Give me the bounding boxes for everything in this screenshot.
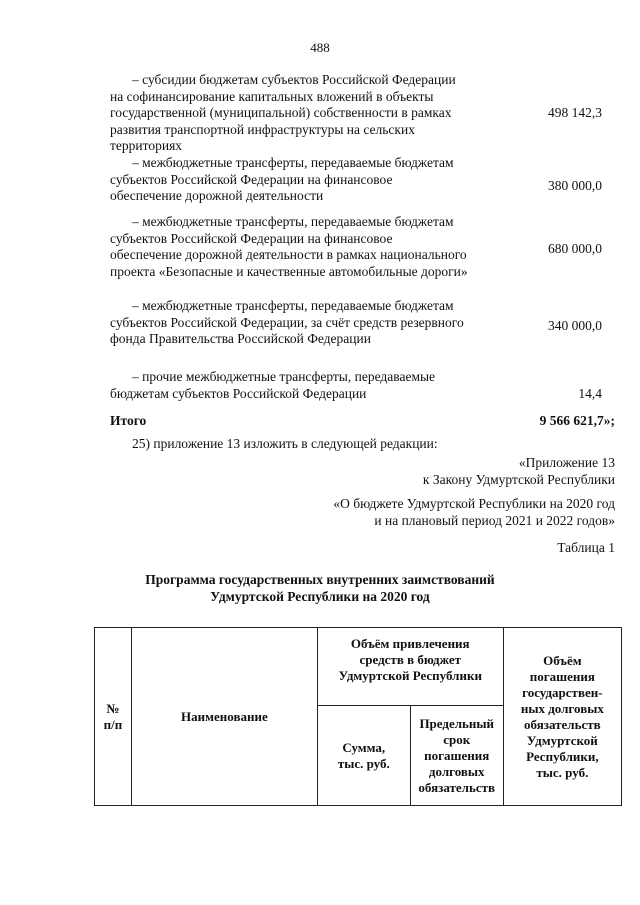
item-amount: 380 000,0 — [548, 178, 602, 193]
list-item — [110, 214, 510, 280]
item-line: – межбюджетные трансферты, передаваемые бюджетам — [132, 155, 454, 170]
column-header-repayment: Объём погашения государствен- ных долговых обязательств Удмуртской Республики, тыс. руб. — [503, 628, 621, 806]
total-amount: 9 566 621,7»; — [539, 413, 615, 428]
item-line: обеспечение дорожной деятельности в рамках национального — [110, 247, 467, 262]
item-line: государственной (муниципальной) собственности в рамках — [110, 105, 452, 120]
amendment-instruction: 25) приложение 13 изложить в следующей редакции: — [132, 436, 438, 451]
item-line: бюджетам субъектов Российской Федерации — [110, 385, 367, 401]
item-amount: 14,4 — [578, 386, 602, 401]
item-line: субъектов Российской Федерации на финансовое — [110, 230, 393, 246]
item-amount: 498 142,3 — [548, 105, 602, 120]
appendix-law-name: «О бюджете Удмуртской Республики на 2020 год — [333, 496, 615, 511]
item-line: – межбюджетные трансферты, передаваемые бюджетам — [132, 298, 454, 313]
item-line: – межбюджетные трансферты, передаваемые бюджетам — [132, 214, 454, 229]
page-number: 488 — [310, 40, 330, 55]
item-amount: 340 000,0 — [548, 318, 602, 333]
item-line: – субсидии бюджетам субъектов Российской Федерации — [132, 72, 456, 87]
item-line: обеспечение дорожной деятельности — [110, 188, 324, 203]
column-header-number: № п/п — [95, 628, 132, 806]
list-item — [110, 72, 510, 155]
borrowing-table — [94, 627, 622, 806]
appendix-law: к Закону Удмуртской Республики — [422, 472, 615, 487]
item-line: проекта «Безопасные и качественные автомобильные дороги» — [110, 263, 468, 279]
item-line: на софинансирование капитальных вложений в объекты — [110, 88, 434, 104]
list-item — [110, 155, 510, 205]
table-label: Таблица 1 — [557, 540, 615, 555]
list-item — [110, 298, 510, 348]
item-line: развития транспортной инфраструктуры на сельских — [110, 121, 415, 137]
appendix-law-name-cont: и на плановый период 2021 и 2022 годов» — [374, 513, 615, 528]
appendix-title: «Приложение 13 — [518, 455, 615, 470]
column-header-term: Предельный срок погашения долговых обязательств — [410, 706, 503, 806]
item-line: фонда Правительства Российской Федерации — [110, 331, 371, 346]
column-header-raise: Объём привлечения средств в бюджет Удмуртской Республики — [317, 628, 503, 706]
item-line: субъектов Российской Федерации, за счёт средств резервного — [110, 314, 464, 330]
document-title: Программа государственных внутренних заимствований — [145, 572, 495, 587]
column-header-sum: Сумма, тыс. руб. — [317, 706, 410, 806]
item-line: – прочие межбюджетные трансферты, передаваемые — [132, 369, 436, 384]
document-title-cont: Удмуртской Республики на 2020 год — [210, 589, 430, 604]
item-amount: 680 000,0 — [548, 241, 602, 256]
item-line: субъектов Российской Федерации на финансовое — [110, 171, 393, 187]
column-header-name: Наименование — [131, 628, 317, 806]
total-label: Итого — [110, 413, 147, 428]
list-item — [110, 369, 510, 402]
item-line: территориях — [110, 138, 183, 153]
